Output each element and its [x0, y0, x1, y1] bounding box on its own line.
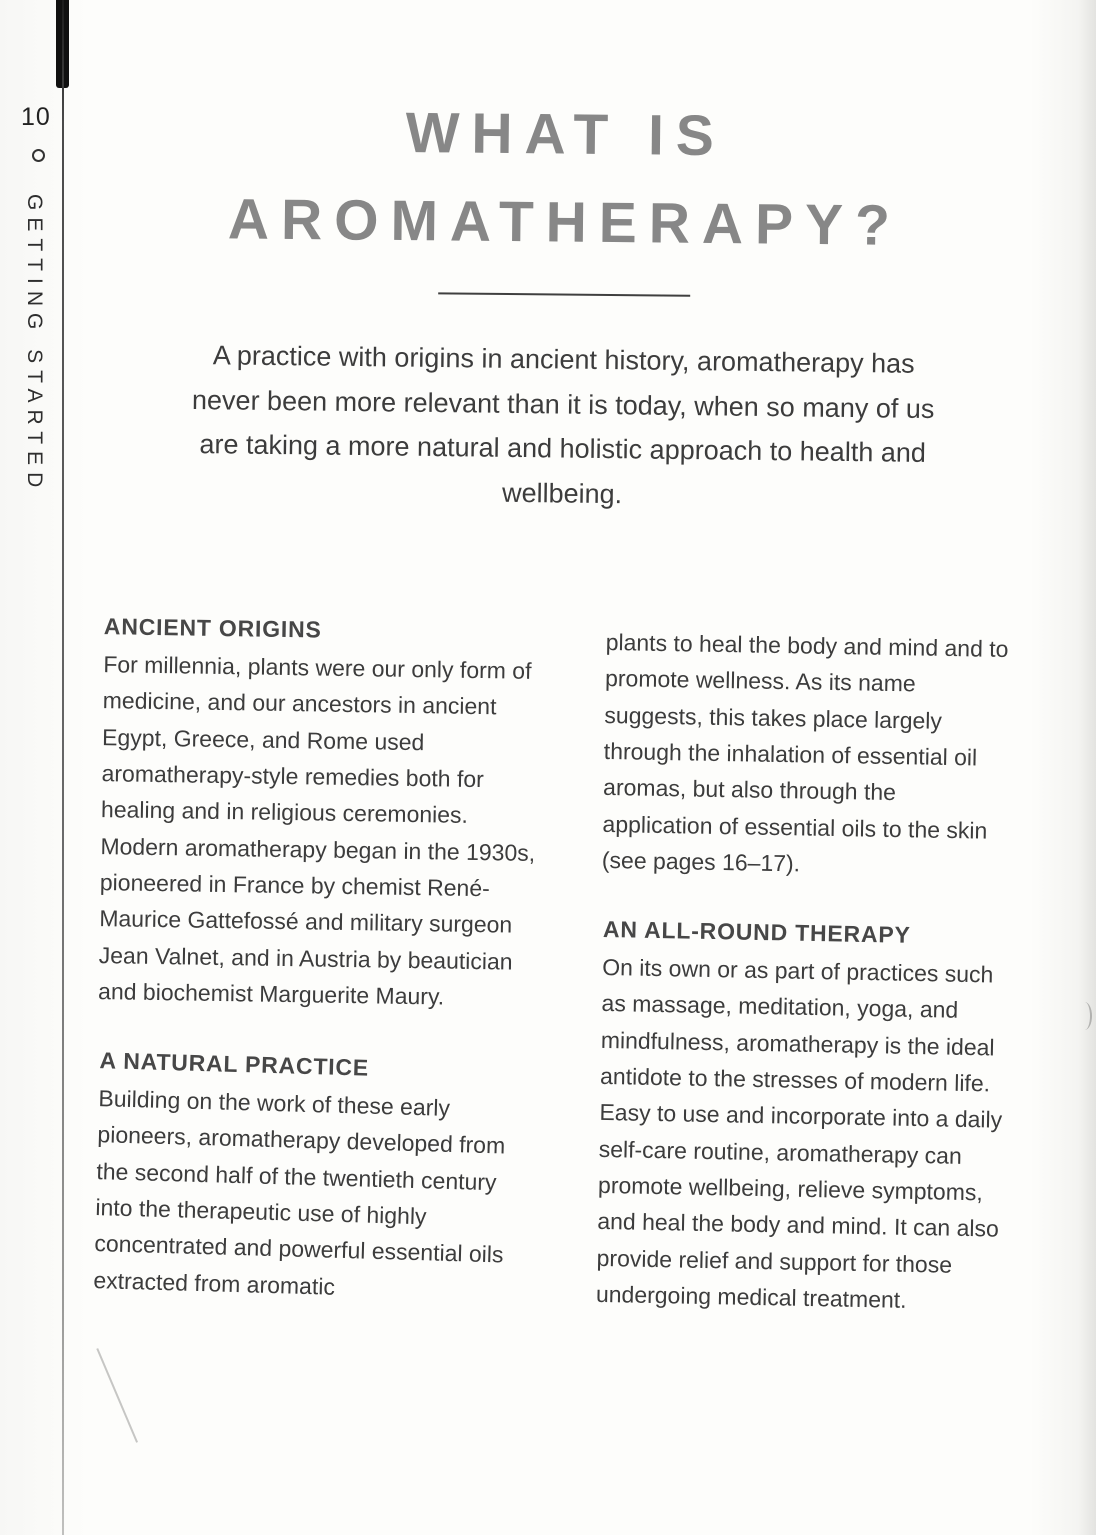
circle-marker-icon [32, 149, 45, 162]
section-natural-practice [93, 1047, 540, 1310]
section-ancient-origins [98, 613, 544, 1016]
page-gutter-line [62, 0, 64, 1535]
right-column [595, 618, 1014, 1354]
page-corner-crease [96, 1348, 138, 1443]
section-body: On its own or as part of practices such as massage, meditation, yoga, and mindfulness, aromatherapy is the ideal antidote to the stresses of modern life. Easy to use and incorporate into a daily self-care routine, aromatherapy can promote wellbeing, relieve symptoms, and heal the body and mind. It can also provide relief and support for those undergoing medical treatment. [595, 954, 1003, 1313]
page-edge-shadow [1078, 0, 1096, 1535]
section-heading: ANCIENT ORIGINS [103, 613, 322, 643]
page-title [89, 86, 1041, 272]
title-divider [438, 292, 690, 296]
intro-paragraph: A practice with origins in ancient history, aromatherapy has never been more relevant than it is today, when so many of us are taking a more natural and holistic approach to health and wellbeing. [191, 339, 935, 509]
title-line-1: WHAT IS [405, 101, 727, 169]
section-heading: A NATURAL PRACTICE [99, 1047, 370, 1081]
section-body: For millennia, plants were our only form of medicine, and our ancestors in ancient Egypt, Greece, and Rome used aromatherapy-style remedies both for healing and in religious ceremonies. Modern aromatherapy began in the 1930s, pioneered in France by chemist René-Maurice Gattefossé and military surgeon Jean Valnet, and in Austria by beautician and biochemist Marguerite Maury. [97, 651, 536, 1010]
section-heading: AN ALL-ROUND THERAPY [602, 916, 911, 949]
body-columns [79, 613, 1036, 1355]
section-body: plants to heal the body and mind and to promote wellness. As its name suggests, this takes place largely through the inhalation of essential oil aromas, but also through the application of essential oils to the skin (see pages 16–17). [601, 628, 1009, 877]
title-line-2: AROMATHERAPY? [227, 187, 903, 259]
section-continued-text [602, 624, 1014, 885]
page-number: 10 [21, 103, 51, 131]
section-body: Building on the work of these early pioneers, aromatherapy developed from the second half of the twentieth century into the therapeutic use of highly concentrated and powerful essential oils extracted from aromatic [93, 1085, 506, 1300]
left-column [93, 613, 544, 1350]
section-all-round-therapy [596, 916, 1012, 1320]
section-label: GETTING STARTED [23, 194, 46, 495]
page-content [79, 0, 1042, 1355]
